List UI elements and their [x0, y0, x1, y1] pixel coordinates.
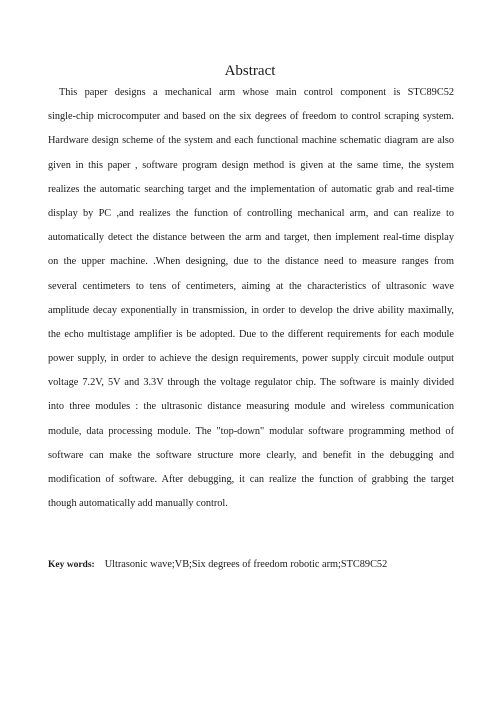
abstract-line: though automatically add manually control.	[48, 498, 228, 510]
abstract-line: Hardware design scheme of the system and each functional machine schematic diagram are also	[48, 135, 454, 147]
keywords-label: Key words:	[48, 560, 95, 570]
abstract-line: several centimeters to tens of centimeters, aiming at the characteristics of ultrasonic wave	[48, 280, 454, 292]
abstract-title: Abstract	[224, 63, 276, 79]
keywords	[48, 558, 387, 572]
abstract-line: software can make the software structure more clearly, and benefit in the debugging and	[48, 449, 454, 461]
abstract-line: on the upper machine. .When designing, due to the distance need to measure ranges from	[48, 256, 454, 268]
abstract-line: modification of software. After debugging, it can realize the function of grabbing the target	[48, 474, 454, 485]
abstract-line: power supply, in order to achieve the design requirements, power supply circuit module output	[48, 353, 454, 365]
abstract-line: realizes the automatic searching target and the implementation of automatic grab and real-time	[48, 183, 454, 195]
keywords-text: Ultrasonic wave;VB;Six degrees of freedom robotic arm;STC89C52	[104, 559, 388, 570]
abstract-line: into three modules : the ultrasonic distance measuring module and wireless communication	[48, 401, 454, 413]
abstract-line: single-chip microcomputer and based on the six degrees of freedom to control scraping system.	[48, 111, 454, 123]
abstract-line: the echo multistage amplifier is be adopted. Due to the different requirements for each module	[48, 328, 454, 340]
abstract-line: given in this paper , software program design method is given at the same time, the system	[48, 159, 454, 171]
abstract-body	[48, 84, 454, 519]
abstract-line: display by PC ,and realizes the function of controlling mechanical arm, and can realize to	[48, 207, 454, 219]
abstract-line: This paper designs a mechanical arm whose main control component is STC89C52	[59, 87, 454, 98]
abstract-line: voltage 7.2V, 5V and 3.3V through the voltage regulator chip. The software is mainly divided	[48, 377, 454, 389]
abstract-line: amplitude decay exponentially in transmission, in order to develop the drive ability maximally,	[48, 304, 454, 316]
abstract-line: module, data processing module. The "top-down" modular software programming method of	[48, 425, 454, 437]
abstract-line: automatically detect the distance between the arm and target, then implement real-time display	[48, 232, 454, 244]
